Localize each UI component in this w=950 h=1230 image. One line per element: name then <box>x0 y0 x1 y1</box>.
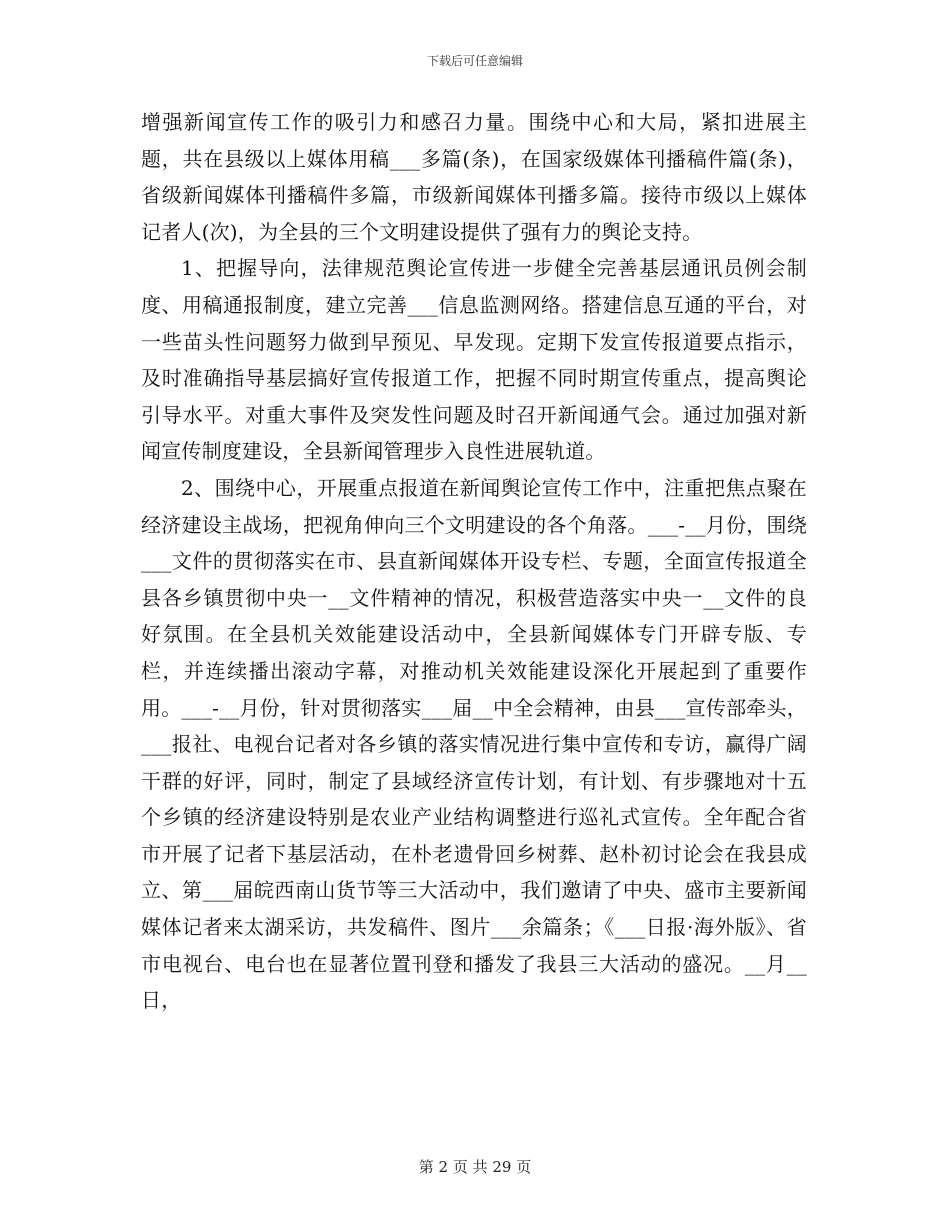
paragraph-section-2: 2、围绕中心，开展重点报道在新闻舆论宣传工作中，注重把焦点聚在经济建设主战场，把视角伸向三个文明建设的各个角落。___-__月份，围绕___文件的贯彻落实在市、县直新闻媒体开设专栏、专题，全面宣传报道全县各乡镇贯彻中央一__文件精神的情况，积极营造落实中央一__文件的良好氛围。在全县机关效能建设活动中，全县新闻媒体专门开辟专版、专栏，并连续播出滚动字幕，对推动机关效能建设深化开展起到了重要作用。___-__月份，针对贯彻落实___届__中全会精神，由县___宣传部牵头，___报社、电视台记者对各乡镇的落实情况进行集中宣传和专访，赢得广阔干群的好评，同时，制定了县域经济宣传计划，有计划、有步骤地对十五个乡镇的经济建设特别是农业产业结构调整进行巡礼式宣传。全年配合省市开展了记者下基层活动，在朴老遗骨回乡树葬、赵朴初讨论会在我县成立、第___届皖西南山货节等三大活动中，我们邀请了中央、盛市主要新闻媒体记者来太湖采访，共发稿件、图片___余篇条；《___日报·海外版》、省市电视台、电台也在显著位置刊登和播发了我县三大活动的盛况。__月__日， <box>141 475 807 1013</box>
paragraph-section-1: 1、把握导向，法律规范舆论宣传进一步健全完善基层通讯员例会制度、用稿通报制度，建立完善___信息监测网络。搭建信息互通的平台，对一些苗头性问题努力做到早预见、早发现。定期下发宣传报道要点指示，及时准确指导基层搞好宣传报道工作，把握不同时期宣传重点，提高舆论引导水平。对重大事件及突发性问题及时召开新闻通气会。通过加强对新闻宣传制度建设，全县新闻管理步入良性进展轨道。 <box>141 256 807 464</box>
page-number: 第 2 页 共 29 页 <box>418 1158 532 1176</box>
paragraph-intro: 增强新闻宣传工作的吸引力和感召力量。围绕中心和大局，紧扣进展主题，共在县级以上媒体用稿___多篇(条)，在国家级媒体刊播稿件篇(条)，省级新闻媒体刊播稿件多篇，市级新闻媒体刊播多篇。接待市级以上媒体记者人(次)，为全县的三个文明建设提供了强有力的舆论支持。 <box>141 110 807 244</box>
document-body <box>141 104 807 1019</box>
page-header-note: 下载后可任意编辑 <box>426 54 523 68</box>
